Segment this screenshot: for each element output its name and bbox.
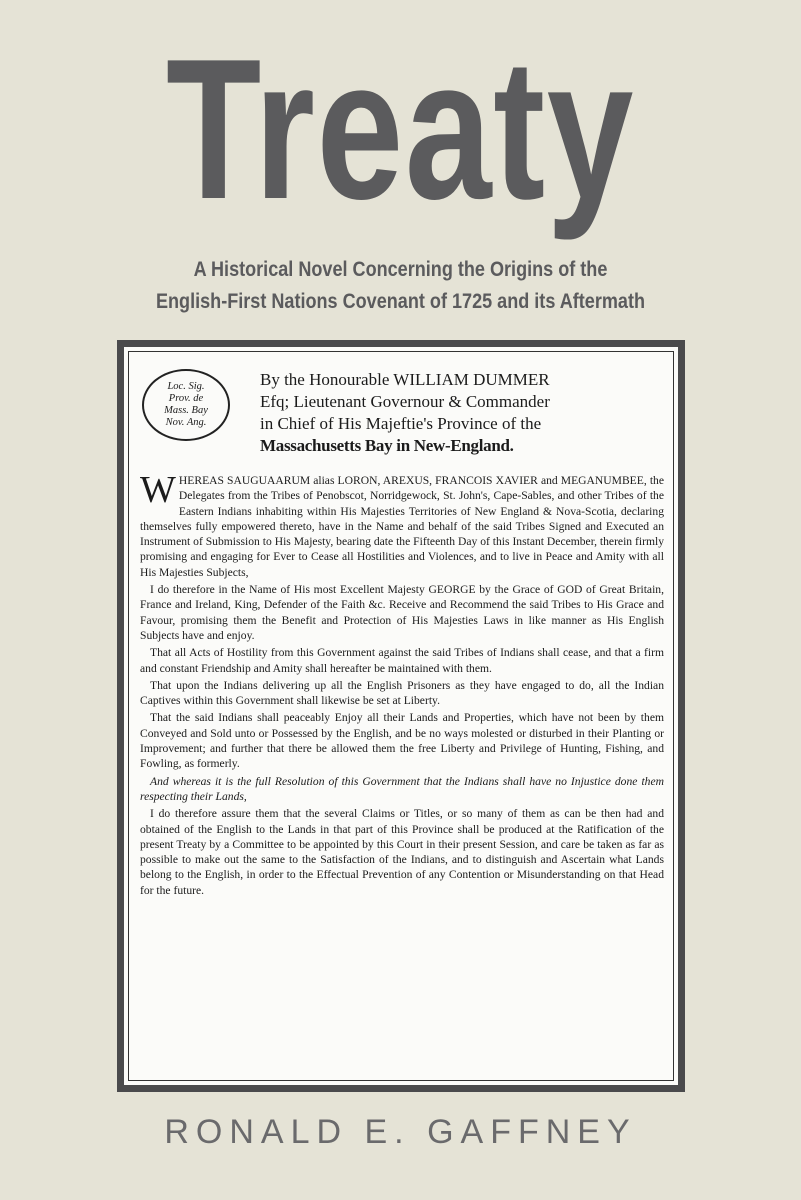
paragraph-text: That the said Indians shall peaceably Enjoy all their Lands and Properties, which have not been by them Conveyed and Sold unto or Possessed by the English, and be no ways molested or disturbed in their Planting or Improvement; and further that there be allowed them the free Liberty and Privilege of Hunting, Fishing, and Fowling, as formerly. bbox=[140, 711, 664, 771]
drop-cap: W bbox=[140, 469, 176, 511]
author-name: RONALD E. GAFFNEY bbox=[164, 1113, 637, 1151]
header-line: Massachusetts Bay in New-England. bbox=[260, 436, 514, 455]
historical-document bbox=[124, 347, 678, 1085]
paragraph-text: And whereas it is the full Resolution of this Government that the Indians shall have no Injustice done them respecting their Lands, bbox=[140, 774, 664, 803]
subtitle-line-1: A Historical Novel Concerning the Origins of the bbox=[193, 258, 608, 281]
paragraph-text: That upon the Indians delivering up all the English Prisoners as they have engaged to do, all the Indian Captives within this Government shall likewise be set at Liberty. bbox=[140, 678, 664, 708]
document-paragraph bbox=[140, 582, 664, 643]
document-body bbox=[140, 469, 664, 900]
paragraph-text: HEREAS SAUGUAARUM alias LORON, AREXUS, FRANCOIS XAVIER and MEGANUMBEE, the Delegates from the Tribes of Penobscot, Norridgewock, St. John's, Cape-Sables, and other Tribes of the Eastern Indians inhabiting within His Majesties Territories of New England & Nova-Scotia, declaring themselves fully empowered thereto, have in the Name and behalf of the said Tribes Signed and Executed an Instrument of Submission to His Majesty, bearing date the Fifteenth Day of this Instant December, therein firmly promising and engaging for Ever to Cease all Hostilities and Violences, and to live in Peace and Amity with all His Majesties Subjects, bbox=[140, 474, 664, 579]
stamp-line: Prov. de bbox=[168, 393, 204, 404]
seal-stamp bbox=[142, 369, 230, 441]
document-header bbox=[260, 369, 660, 457]
paragraph-text: That all Acts of Hostility from this Government against the said Tribes of Indians shall cease, and that a firm and constant Friendship and Amity shall hereafter be maintained with them. bbox=[140, 646, 664, 675]
stamp-line: Loc. Sig. bbox=[167, 381, 205, 392]
document-paragraph bbox=[140, 645, 664, 676]
stamp-line: Nov. Ang. bbox=[165, 417, 207, 428]
book-subtitle bbox=[0, 254, 801, 318]
historical-document-frame bbox=[117, 340, 685, 1092]
document-paragraph bbox=[140, 710, 664, 771]
document-paragraph bbox=[140, 806, 664, 898]
subtitle-line-2: English-First Nations Covenant of 1725 and its Aftermath bbox=[155, 290, 646, 313]
header-line: in Chief of His Majeftie's Province of the bbox=[260, 414, 542, 433]
document-paragraph bbox=[140, 469, 664, 580]
document-paragraph bbox=[140, 774, 664, 805]
document-paragraph bbox=[140, 678, 664, 709]
stamp-line: Mass. Bay bbox=[164, 405, 208, 416]
paragraph-text: I do therefore in the Name of His most Excellent Majesty GEORGE by the Grace of GOD of Great Britain, France and Ireland, King, Defender of the Faith &c. Receive and Recommend the said Tribes to His Grace and Favour, promising them the Benefit and Protection of His Majesties Laws in like manner as His English Subjects have and enjoy. bbox=[140, 583, 664, 642]
book-title: Treaty bbox=[166, 18, 635, 241]
header-line: Efq; Lieutenant Governour & Commander bbox=[260, 392, 550, 411]
header-line: By the Honourable WILLIAM DUMMER bbox=[260, 370, 550, 389]
paragraph-text: I do therefore assure them that the several Claims or Titles, or so many of them as can be then had and obtained of the English to the Lands in that part of this Province shall be produced at the Ratification of the present Treaty by a Committee to be appointed by this Court in their present Session, and care be taken as far as possible to make out the same to the Satisfaction of the Indians, and to distinguish and Ascertain what Lands belong to the English, in order to the Effectual Prevention of any Contention or Misunderstanding on that Head for the future. bbox=[140, 807, 664, 897]
